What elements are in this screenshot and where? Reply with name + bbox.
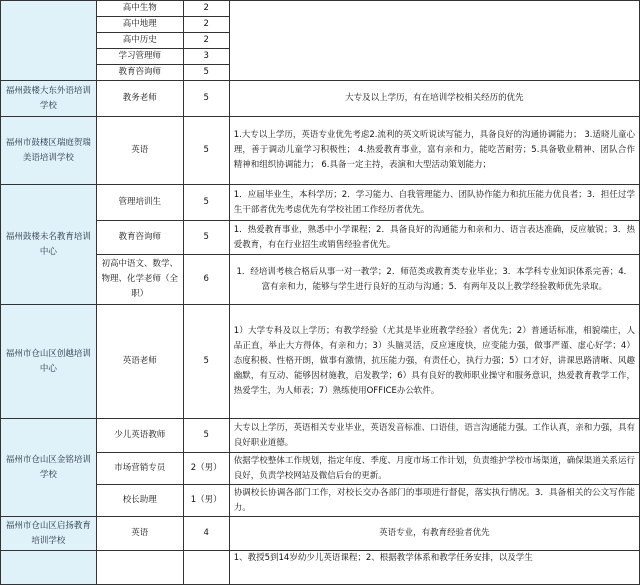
position-cell: 少儿英语教师 — [96, 419, 183, 453]
org-cell: 福州鼓楼未名教育培训中心 — [1, 185, 97, 305]
count-cell: 5 — [183, 221, 229, 255]
position-cell: 校长助理 — [96, 485, 183, 517]
table-row — [1, 305, 640, 419]
requirement-cell: 英语专业，有教育经验者优先 — [229, 517, 639, 551]
org-cell: 福州市仓山区金铭培训学校 — [1, 419, 97, 517]
position-cell: 市场营销专员 — [96, 453, 183, 485]
position-cell: 教务老师 — [96, 81, 183, 117]
org-cell — [1, 1, 97, 81]
org-cell: 福州鼓楼大东外语培训学校 — [1, 81, 97, 117]
position-cell: 英语老师 — [96, 305, 183, 419]
count-cell: 5 — [183, 81, 229, 117]
count-cell: 5 — [183, 65, 229, 81]
position-cell: 英语 — [96, 117, 183, 185]
requirement-cell: 大专以上学历，英语相关专业毕业，英语发音标准、口语佳，语言沟通能力强。工作认真，亲和力强，具有良好职业道德。 — [229, 419, 639, 453]
position-cell: 教育咨询师 — [96, 221, 183, 255]
count-cell: 6 — [183, 255, 229, 305]
position-cell: 高中地理 — [96, 17, 183, 33]
table-row — [1, 81, 640, 117]
position-cell: 学习管理师 — [96, 49, 183, 65]
requirement-cell: 1．经培训考核合格后从事一对一教学；2．师范类或教育类专业毕业；3．本学科专业知识体系完善；4．富有亲和力，能够与学生进行良好的互动与沟通；5．有两年及以上教学经验教师优先录取。 — [229, 255, 639, 305]
org-cell — [1, 551, 97, 585]
requirement-cell: 1）大学专科及以上学历；有教学经验（尤其是毕业班教学经验）者优先；2）普通话标准，相貌端庄，人品正直，举止大方得体，有亲和力；3）头脑灵活，反应速度快，应变能力强，做事严谨、虚心好学；4）态度积极、性格开朗，做事有激情，抗压能力强，有责任心，执行力强；5）口才好，讲课思路清晰、风趣幽默，有互动、能够因材施教，启发教学；6）具有良好的教师职业操守和服务意识，热爱教育教学工作，热爱学生，为人师表；7）熟练使用OFFICE办公软件。 — [229, 305, 639, 419]
requirement-cell: 1．应届毕业生，本科学历；2．学习能力、自我管理能力、团队协作能力和抗压能力优良者；3．担任过学生干部者优先考虑优先有学校社团工作经历者优先。 — [229, 185, 639, 221]
table-row — [1, 551, 640, 585]
requirement-cell: 大专及以上学历，有在培训学校相关经历的优先 — [229, 81, 639, 117]
table-row — [1, 117, 640, 185]
requirement-cell: 1、教授5到14岁幼少儿英语课程；2、根据教学体系和教学任务安排，以及学生 — [229, 551, 639, 585]
count-cell: 5 — [183, 419, 229, 453]
org-cell: 福州市仓山区创越培训中心 — [1, 305, 97, 419]
requirement-cell: 依据学校整体工作规划，指定年度、季度、月度市场工作计划，负责维护学校市场渠道，确保渠道关系运行良好，负责学校网站及微信后台的更新。 — [229, 453, 639, 485]
count-cell: 5 — [183, 185, 229, 221]
requirement-cell — [229, 1, 639, 81]
position-cell: 教育咨询师 — [96, 65, 183, 81]
org-cell: 福州市仓山区启扬教育培训学校 — [1, 517, 97, 551]
position-cell: 管理培训生 — [96, 185, 183, 221]
count-cell: 4 — [183, 517, 229, 551]
requirement-cell: 协调校长协调各部门工作，对校长交办各部门的事项进行督促，落实执行情况。3．具备相关的公文写作能力。 — [229, 485, 639, 517]
count-cell: 1（男） — [183, 485, 229, 517]
count-cell: 2 — [183, 17, 229, 33]
position-cell: 英语 — [96, 517, 183, 551]
count-cell: 5 — [183, 305, 229, 419]
count-cell: 5 — [183, 117, 229, 185]
count-cell: 2（男） — [183, 453, 229, 485]
count-cell: 2 — [183, 33, 229, 49]
position-cell: 初高中语文、数学、物理、化学老师（全职） — [96, 255, 183, 305]
position-cell: 高中历史 — [96, 33, 183, 49]
position-cell: 高中生物 — [96, 1, 183, 17]
org-cell: 福州市鼓楼区瑞庭贺瑞美语培训学校 — [1, 117, 97, 185]
requirement-cell: 1.大专以上学历，英语专业优先考虑2.流利的英文听说读写能力，具备良好的沟通协调能力； 3.适晓儿童心理，善于调动儿童学习积极性； 4.热爱教育事业，富有亲和力，能吃苦耐劳；5.具备敬业精神、团队合作精神和组织协调能力； 6.具备一定主持，表演和大型活动策划能力； — [229, 117, 639, 185]
table-row — [1, 419, 640, 453]
position-cell — [96, 551, 183, 585]
count-cell: 3 — [183, 49, 229, 65]
count-cell: 2 — [183, 1, 229, 17]
table-row — [1, 221, 640, 255]
requirement-cell: 1．热爱教育事业，熟悉中小学课程；2．具备良好的沟通能力和亲和力、语言表达准确，反应敏锐；3．热爱教育，有在行业招生或销售经验者优先。 — [229, 221, 639, 255]
table-row — [1, 517, 640, 551]
table-row — [1, 453, 640, 485]
count-cell — [183, 551, 229, 585]
table-row — [1, 185, 640, 221]
table-row — [1, 1, 640, 17]
table-row — [1, 255, 640, 305]
table-row — [1, 485, 640, 517]
